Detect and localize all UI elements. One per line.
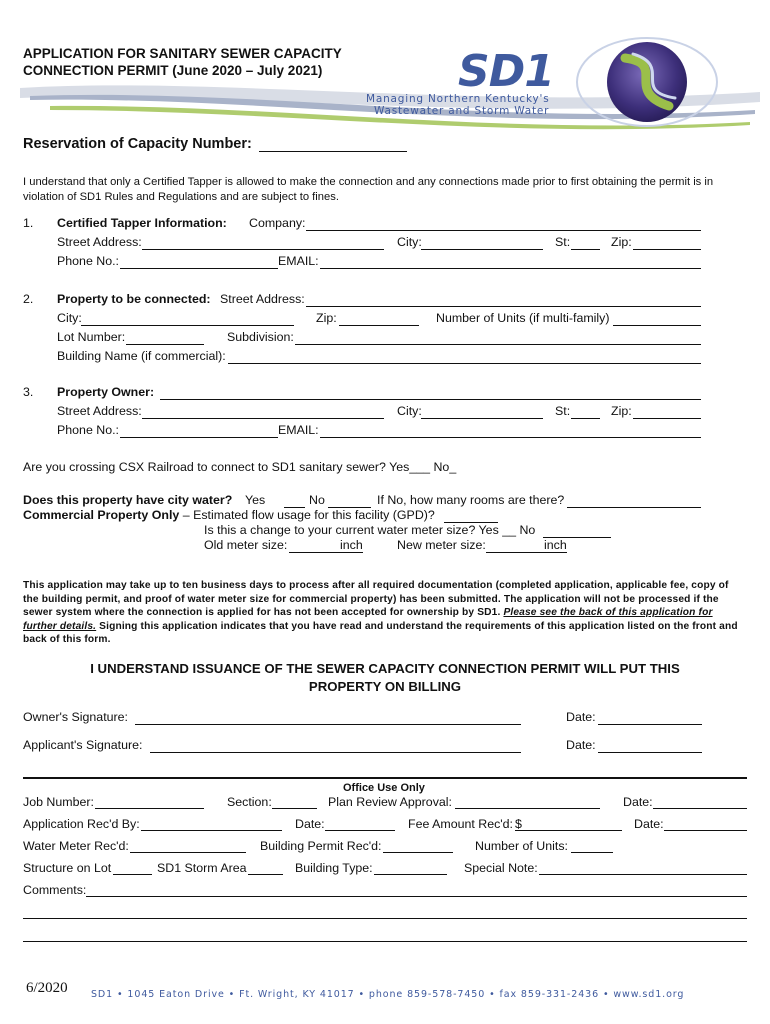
reservation-label: Reservation of Capacity Number: xyxy=(23,136,252,152)
app-recd-field[interactable] xyxy=(141,830,282,831)
form-title-line1: APPLICATION FOR SANITARY SEWER CAPACITY xyxy=(23,46,342,61)
office-divider xyxy=(23,777,747,779)
city-water-yes-label: Yes xyxy=(245,493,266,507)
section3-street-field[interactable] xyxy=(142,418,384,419)
section3-city-field[interactable] xyxy=(421,418,543,419)
globe-logo-icon xyxy=(573,36,721,128)
comments-field-1[interactable] xyxy=(86,896,747,897)
section1-phone-field[interactable] xyxy=(120,268,278,269)
section3-phone-label: Phone No.: xyxy=(57,423,119,437)
rooms-field[interactable] xyxy=(567,507,701,508)
section1-heading: Certified Tapper Information: xyxy=(57,216,227,230)
structure-on-lot-field[interactable] xyxy=(113,874,152,875)
app-recd-date-label: Date: xyxy=(295,817,325,831)
csx-question: Are you crossing CSX Railroad to connect to SD1 sanitary sewer? Yes___ No_ xyxy=(23,460,457,474)
water-meter-label: Water Meter Rec'd: xyxy=(23,839,129,853)
section1-city-field[interactable] xyxy=(421,249,543,250)
section3-zip-label: Zip: xyxy=(611,404,632,418)
section1-zip-label: Zip: xyxy=(611,235,632,249)
footer-address: SD1 • 1045 Eaton Drive • Ft. Wright, KY 41017 • phone 859-578-7450 • fax 859-331-2436 • www.sd1.org xyxy=(91,989,685,1000)
applicant-signature-field[interactable] xyxy=(150,752,521,753)
section3-number: 3. xyxy=(23,385,34,399)
section3-st-field[interactable] xyxy=(571,418,600,419)
building-permit-field[interactable] xyxy=(383,852,453,853)
section2-heading: Property to be connected: xyxy=(57,292,211,306)
special-note-field[interactable] xyxy=(539,874,747,875)
owner-signature-field[interactable] xyxy=(135,724,521,725)
building-type-label: Building Type: xyxy=(295,861,373,875)
job-number-field[interactable] xyxy=(95,808,204,809)
section1-email-field[interactable] xyxy=(320,268,701,269)
section2-zip-label: Zip: xyxy=(316,311,337,325)
section2-street-field[interactable] xyxy=(306,306,701,307)
num-units-label: Number of Units: xyxy=(475,839,568,853)
applicant-date-field[interactable] xyxy=(598,752,702,753)
section1-company-label: Company: xyxy=(249,216,306,230)
comments-field-3[interactable] xyxy=(23,941,747,942)
form-title xyxy=(23,45,342,79)
new-meter-field[interactable] xyxy=(486,552,567,553)
new-meter-unit: inch xyxy=(544,538,567,552)
billing-notice-line2: PROPERTY ON BILLING xyxy=(308,679,462,694)
special-note-label: Special Note: xyxy=(464,861,538,875)
logo-tagline-2: Wastewater and Storm Water xyxy=(374,105,550,117)
comments-label: Comments: xyxy=(23,883,87,897)
plan-review-date-label: Date: xyxy=(623,795,653,809)
section1-email-label: EMAIL: xyxy=(278,254,319,268)
section-label: Section: xyxy=(227,795,272,809)
processing-notice xyxy=(23,579,745,647)
section3-zip-field[interactable] xyxy=(633,418,701,419)
meter-change-question: Is this a change to your current water meter size? Yes __ No xyxy=(204,523,536,537)
logo-tagline-1: Managing Northern Kentucky's xyxy=(366,93,550,105)
section3-owner-field[interactable] xyxy=(160,399,701,400)
old-meter-unit: inch xyxy=(340,538,363,552)
old-meter-label: Old meter size: xyxy=(204,538,288,552)
section2-lot-label: Lot Number: xyxy=(57,330,126,344)
plan-review-label: Plan Review Approval: xyxy=(328,795,452,809)
section1-company-field[interactable] xyxy=(306,230,701,231)
billing-notice-line1: I UNDERSTAND ISSUANCE OF THE SEWER CAPACITY CONNECTION PERMIT WILL PUT THIS xyxy=(90,661,680,676)
section2-number: 2. xyxy=(23,292,34,306)
section2-units-label: Number of Units (if multi-family) xyxy=(436,311,610,325)
commercial-flow-text: – Estimated flow usage for this facility (GPD)? xyxy=(179,508,435,522)
plan-review-field[interactable] xyxy=(455,808,600,809)
revision-date: 6/2020 xyxy=(26,980,68,996)
rooms-question: If No, how many rooms are there? xyxy=(377,493,565,507)
section1-street-label: Street Address: xyxy=(57,235,142,249)
owner-date-label: Date: xyxy=(566,710,596,724)
section1-street-field[interactable] xyxy=(142,249,384,250)
notice-part3: Signing this application indicates that you have read and understand the requirements of this application listed on the front and back of this form. xyxy=(23,620,738,645)
section1-phone-label: Phone No.: xyxy=(57,254,119,268)
building-permit-label: Building Permit Rec'd: xyxy=(260,839,382,853)
section2-subdivision-field[interactable] xyxy=(295,344,701,345)
section-field[interactable] xyxy=(272,808,317,809)
app-recd-date-field[interactable] xyxy=(325,830,395,831)
section2-subdivision-label: Subdivision: xyxy=(227,330,294,344)
fee-field[interactable] xyxy=(515,830,622,831)
commercial-label: Commercial Property Only xyxy=(23,508,180,522)
section3-heading: Property Owner: xyxy=(57,385,155,399)
commercial-question xyxy=(23,508,435,522)
structure-on-lot-label: Structure on Lot xyxy=(23,861,112,875)
fee-date-label: Date: xyxy=(634,817,664,831)
plan-review-date-field[interactable] xyxy=(653,808,747,809)
storm-area-label: SD1 Storm Area xyxy=(157,861,247,875)
old-meter-field[interactable] xyxy=(289,552,363,553)
owner-signature-label: Owner's Signature: xyxy=(23,710,128,724)
new-meter-label: New meter size: xyxy=(397,538,486,552)
form-title-line2: CONNECTION PERMIT (June 2020 – July 2021) xyxy=(23,63,323,78)
fee-date-field[interactable] xyxy=(664,830,747,831)
section1-st-field[interactable] xyxy=(571,249,600,250)
office-use-heading: Office Use Only xyxy=(343,782,425,794)
reservation-field[interactable] xyxy=(259,151,407,152)
section3-email-field[interactable] xyxy=(320,437,701,438)
comments-field-2[interactable] xyxy=(23,918,747,919)
fee-label: Fee Amount Rec'd: xyxy=(408,817,513,831)
notice-back-link[interactable]: Please see the back of this application for further details. xyxy=(23,607,713,632)
building-type-field[interactable] xyxy=(374,874,447,875)
storm-area-field[interactable] xyxy=(248,874,283,875)
section1-number: 1. xyxy=(23,216,34,230)
job-number-label: Job Number: xyxy=(23,795,94,809)
section2-street-label: Street Address: xyxy=(220,292,305,306)
section3-street-label: Street Address: xyxy=(57,404,142,418)
section2-lot-field[interactable] xyxy=(126,344,204,345)
section1-zip-field[interactable] xyxy=(633,249,701,250)
applicant-date-label: Date: xyxy=(566,738,596,752)
applicant-signature-label: Applicant's Signature: xyxy=(23,738,143,752)
fee-symbol: $ xyxy=(515,817,522,831)
city-water-no-label: No xyxy=(309,493,325,507)
section1-city-label: City: xyxy=(397,235,422,249)
notice-part1: This application may take up to ten business days to process after all required documentation (completed application, applicable fee, copy of the building permit, and proof of water meter size for commercial property) has been submitted. The application will not be processed if the sewer system where the connection is applied for has not been accepted for ownership by SD1. xyxy=(23,580,729,618)
section3-st-label: St: xyxy=(555,404,571,418)
num-units-field[interactable] xyxy=(571,852,613,853)
section2-building-label: Building Name (if commercial): xyxy=(57,349,226,363)
owner-date-field[interactable] xyxy=(598,724,702,725)
section2-zip-field[interactable] xyxy=(339,325,419,326)
section2-city-field[interactable] xyxy=(81,325,294,326)
intro-paragraph: I understand that only a Certified Tapper is allowed to make the connection and any connections made prior to first obtaining the permit is in violation of SD1 Rules and Regulations and are subject to fines. xyxy=(23,176,714,203)
city-water-question: Does this property have city water? xyxy=(23,493,233,507)
section2-units-field[interactable] xyxy=(613,325,701,326)
section3-city-label: City: xyxy=(397,404,422,418)
section2-city-label: City: xyxy=(57,311,82,325)
logo-brand: SD1 xyxy=(458,46,554,97)
section3-phone-field[interactable] xyxy=(120,437,278,438)
section3-email-label: EMAIL: xyxy=(278,423,319,437)
section2-building-field[interactable] xyxy=(228,363,701,364)
app-recd-label: Application Rec'd By: xyxy=(23,817,140,831)
section1-st-label: St: xyxy=(555,235,571,249)
water-meter-field[interactable] xyxy=(130,852,246,853)
